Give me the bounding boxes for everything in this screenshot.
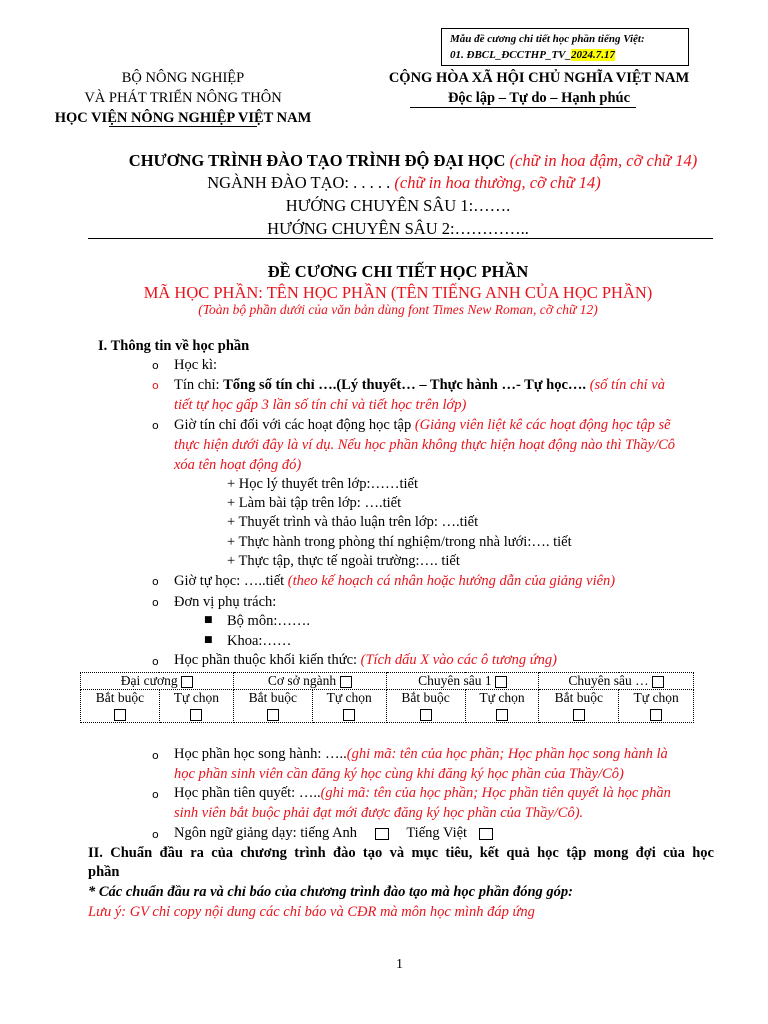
table-cell: Bắt buộc [233, 690, 312, 723]
table-cell: Tự chọn [619, 690, 694, 723]
knowledge-block-table [80, 672, 694, 723]
template-note-line2: 01. ĐBCL_ĐCCTHP_TV_2024.7.17 [450, 49, 616, 61]
activity-3: + Thuyết trình và thảo luận trên lớp: ….tiết [227, 514, 479, 530]
knowledge-block-line: Học phần thuộc khối kiến thức: (Tích dấu X vào các ô tương ứng) [174, 652, 557, 668]
header-right [352, 68, 726, 108]
group-foundation: Cơ sở ngành [233, 673, 386, 690]
hours-note-2: thực hiện dưới đây là ví dụ. Nếu học phần không thực hiện hoạt động nào thì Thầy/Cô [174, 437, 676, 453]
credits-note-2: tiết tự học gấp 3 lần số tín chỉ và tiết học trên lớp) [174, 397, 467, 413]
table-cell: Bắt buộc [539, 690, 619, 723]
language-line: Ngôn ngữ giảng dạy: tiếng Anh Tiếng Việt [174, 824, 493, 843]
spec2-line: HƯỚNG CHUYÊN SÂU 2:………….. [267, 219, 529, 238]
bullet-o: o [152, 655, 159, 668]
spec1-line: HƯỚNG CHUYÊN SÂU 1:……. [285, 196, 511, 215]
activity-2: + Làm bài tập trên lớp: ….tiết [227, 495, 402, 511]
group-general: Đại cương [81, 673, 234, 690]
checkbox-required[interactable] [420, 709, 432, 721]
academy-underline [109, 126, 257, 127]
checkbox-vietnamese[interactable] [479, 828, 493, 840]
checkbox-foundation[interactable] [340, 676, 352, 688]
credits-line: Tín chỉ: Tổng số tín chỉ ….(Lý thuyết… – Thực hành …- Tự học…. (số tín chỉ và [174, 377, 665, 393]
bullet-square: ■ [204, 615, 213, 625]
table-cell: Tự chọn [465, 690, 539, 723]
table-cell: Bắt buộc [386, 690, 465, 723]
section2-heading-cont: phần [88, 864, 120, 880]
group-spec-more: Chuyên sâu … [539, 673, 694, 690]
section2-heading: II. Chuẩn đầu ra của chương trình đào tạo và mục tiêu, kết quả học tập mong đợi của học [88, 845, 714, 861]
table-row [81, 690, 694, 723]
bullet-o: o [152, 596, 159, 609]
activity-4: + Thực hành trong phòng thí nghiệm/trong nhà lưới:…. tiết [227, 534, 572, 550]
checkbox-elective[interactable] [190, 709, 202, 721]
group-spec1: Chuyên sâu 1 [386, 673, 539, 690]
table-cell: Tự chọn [159, 690, 233, 723]
program-title-line: CHƯƠNG TRÌNH ĐÀO TẠO TRÌNH ĐỘ ĐẠI HỌC (chữ in hoa đậm, cỡ chữ 14) [128, 151, 698, 170]
bullet-o: o [152, 788, 159, 801]
bullet-o-red: o [152, 379, 159, 392]
program-divider [88, 238, 713, 239]
prerequisite-line: Học phần tiên quyết: …..(ghi mã: tên của học phần; Học phần tiên quyết là học phần [174, 785, 671, 801]
checkbox-general[interactable] [181, 676, 193, 688]
checkbox-spec1[interactable] [495, 676, 507, 688]
checkbox-elective[interactable] [343, 709, 355, 721]
parallel-course-line: Học phần học song hành: …..(ghi mã: tên của học phần; Học phần học song hành là [174, 746, 668, 762]
checkbox-required[interactable] [573, 709, 585, 721]
table-cell: Bắt buộc [81, 690, 160, 723]
program-block [60, 150, 766, 172]
font-note: (Toàn bộ phần dưới của văn bản dùng font Times New Roman, cỡ chữ 12) [198, 302, 598, 317]
bullet-o: o [152, 828, 159, 841]
unit-label: Đơn vị phụ trách: [174, 594, 277, 610]
major-line: NGÀNH ĐÀO TẠO: . . . . . (chữ in hoa thường, cỡ chữ 14) [207, 173, 601, 192]
country-name: CỘNG HÒA XÃ HỘI CHỦ NGHĨA VIỆT NAM [388, 70, 690, 86]
checkbox-required[interactable] [267, 709, 279, 721]
country-motto: Độc lập – Tự do – Hạnh phúc [447, 90, 631, 106]
checkbox-elective[interactable] [496, 709, 508, 721]
faculty-line: Khoa:…… [227, 633, 292, 649]
template-note-box [441, 28, 689, 66]
template-date-highlight: 2024.7.17 [571, 49, 616, 61]
table-cell: Tự chọn [312, 690, 386, 723]
table-row [81, 673, 694, 690]
section2-sub: * Các chuẩn đầu ra và chỉ báo của chương trình đào tạo mà học phần đóng góp: [88, 884, 573, 900]
motto-underline [410, 107, 636, 108]
checkbox-elective[interactable] [650, 709, 662, 721]
semester-label: Học kì: [174, 357, 218, 373]
template-note-line1: Mẫu đề cương chi tiết học phần tiếng Việt: [450, 33, 645, 45]
activity-5: + Thực tập, thực tế ngoài trường:…. tiết [227, 553, 460, 569]
activity-1: + Học lý thuyết trên lớp:……tiết [227, 476, 419, 492]
header-left [30, 68, 336, 128]
academy-name: HỌC VIỆN NÔNG NGHIỆP VIỆT NAM [54, 110, 312, 126]
syllabus-title: ĐỀ CƯƠNG CHI TIẾT HỌC PHẦN [267, 262, 529, 281]
hours-line: Giờ tín chỉ đối với các hoạt động học tập (Giảng viên liệt kê các hoạt động học tập sẽ [174, 417, 671, 433]
department-line: Bộ môn:……. [227, 613, 310, 629]
bullet-o: o [152, 359, 159, 372]
page-number: 1 [396, 957, 403, 972]
course-code-title: MÃ HỌC PHẦN: TÊN HỌC PHẦN (TÊN TIẾNG ANH CỦA HỌC PHẦN) [143, 283, 653, 302]
bullet-o: o [152, 419, 159, 432]
section1-heading: I. Thông tin về học phần [98, 338, 250, 354]
parallel-note-2: học phần sinh viên cần đăng ký học cùng khi đăng ký học phần của Thầy/Cô) [174, 766, 624, 782]
hours-note-3: xóa tên hoạt động đó) [174, 457, 302, 473]
section2-note: Lưu ý: GV chỉ copy nội dung các chỉ báo và CĐR mà môn học mình đáp ứng [88, 904, 535, 920]
checkbox-spec-more[interactable] [652, 676, 664, 688]
self-study-line: Giờ tự học: …..tiết (theo kế hoạch cá nhân hoặc hướng dẫn của giảng viên) [174, 573, 616, 589]
bullet-o: o [152, 575, 159, 588]
ministry-line1: BỘ NÔNG NGHIỆP [121, 70, 245, 86]
checkbox-english[interactable] [375, 828, 389, 840]
checkbox-required[interactable] [114, 709, 126, 721]
ministry-line2: VÀ PHÁT TRIỂN NÔNG THÔN [84, 90, 282, 106]
prerequisite-note-2: sinh viên bắt buộc phải đạt mới được đăng ký học phần của Thầy/Cô). [174, 805, 584, 821]
bullet-o: o [152, 749, 159, 762]
bullet-square: ■ [204, 635, 213, 645]
